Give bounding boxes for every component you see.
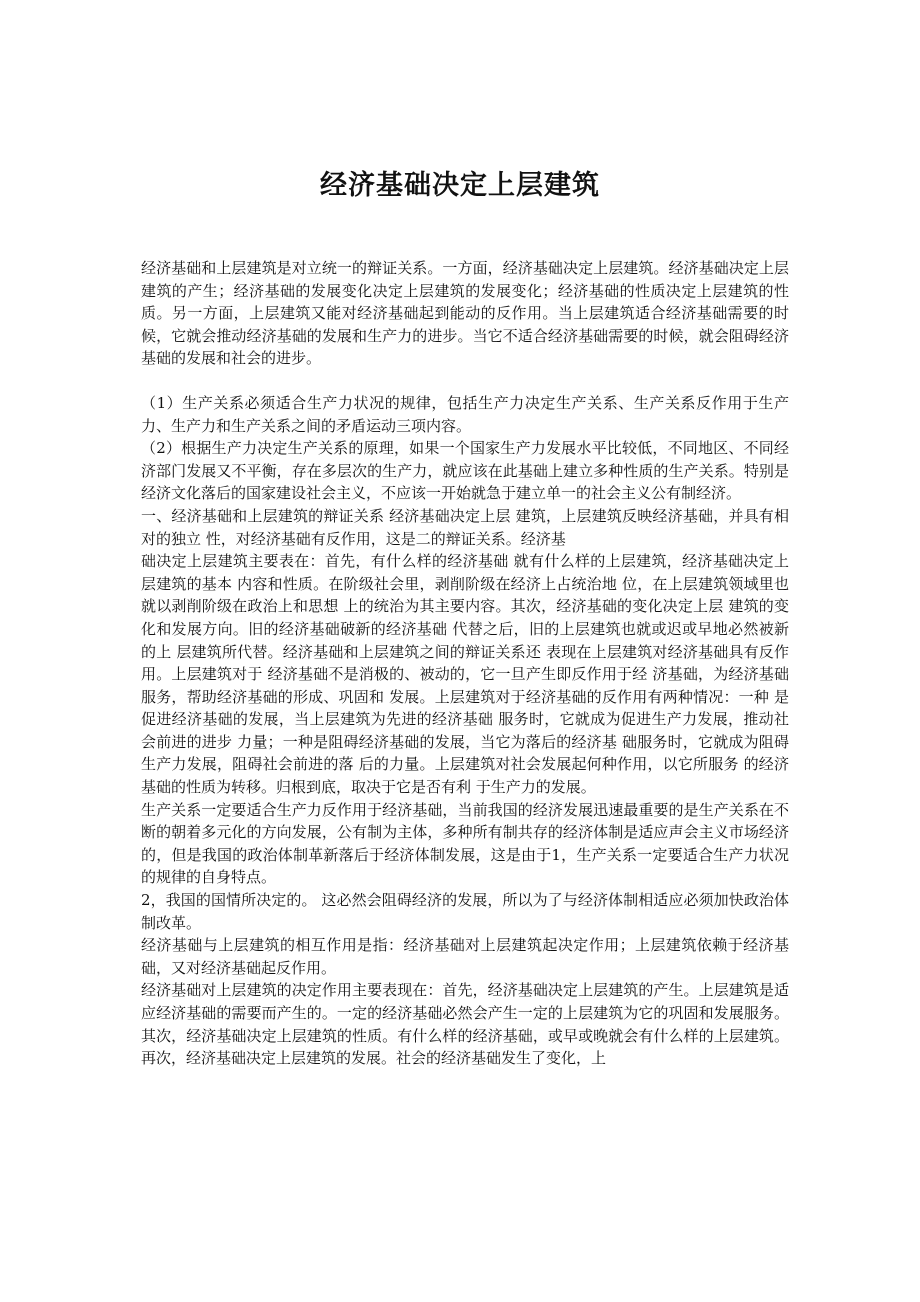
paragraph-spacer xyxy=(141,370,789,392)
paragraph-intro: 经济基础和上层建筑是对立统一的辩证关系。一方面，经济基础决定上层建筑。经济基础决定上层建筑的产生；经济基础的发展变化决定上层建筑的发展变化；经济基础的性质决定上层建筑的性质。另一方面，上层建筑又能对经济基础起到能动的反作用。当上层建筑适合经济基础需要的时候，它就会推动经济基础的发展和生产力的进步。当它不适合经济基础需要的时候，就会阻碍经济基础的发展和社会的进步。 xyxy=(141,259,789,368)
document-body xyxy=(141,257,789,1070)
paragraph-production-relations: 生产关系一定要适合生产力反作用于经济基础，当前我国的经济发展迅速最重要的是生产关系在不断的朝着多元化的方向发展，公有制为主体，多种所有制共存的经济体制是适应声会主义市场经济的，但是我国的政治体制革新落后于经济体制发展，这是由于1，生产关系一定要适合生产力状况的规律的自身特点。 xyxy=(141,800,789,887)
document-title: 经济基础决定上层建筑 xyxy=(320,170,600,201)
paragraph-point-2: （2）根据生产力决定生产关系的原理，如果一个国家生产力发展水平比较低，不同地区、不同经济部门发展又不平衡，存在多层次的生产力，就应该在此基础上建立多种性质的生产关系。特别是经济文化落后的国家建设社会主义，不应该一开始就急于建立单一的社会主义公有制经济。 xyxy=(141,439,789,503)
paragraph-national-conditions: 2，我国的国情所决定的。 这必然会阻碍经济的发展，所以为了与经济体制相适应必须加快政治体制改革。 xyxy=(141,891,789,932)
paragraph-determining-role: 经济基础对上层建筑的决定作用主要表现在：首先，经济基础决定上层建筑的产生。上层建筑是适应经济基础的需要而产生的。一定的经济基础必然会产生一定的上层建筑为它的巩固和发展服务。其次，经济基础决定上层建筑的性质。有什么样的经济基础，或早或晚就会有什么样的上层建筑。再次，经济基础决定上层建筑的发展。社会的经济基础发生了变化，上 xyxy=(141,981,789,1068)
paragraph-section-one-cont: 础决定上层建筑主要表在：首先，有什么样的经济基础 就有什么样的上层建筑，经济基础决定上层建筑的基本 内容和性质。在阶级社会里，剥削阶级在经济上占统治地 位，在上层建筑领域里也就以剥削阶级在政治上和思想 上的统治为其主要内容。其次，经济基础的变化决定上层 建筑的变化和发展方向。旧的经济基础破新的经济基础 代替之后，旧的上层建筑也就或迟或早地必然被新的上 层建筑所代替。经济基础和上层建筑之间的辩证关系还 表现在上层建筑对经济基础具有反作用。上层建筑对于 经济基础不是消极的、被动的，它一旦产生即反作用于经 济基础，为经济基础服务，帮助经济基础的形成、巩固和 发展。上层建筑对于经济基础的反作用有两种情况：一种 是促进经济基础的发展，当上层建筑为先进的经济基础 服务时，它就成为促进生产力发展，推动社会前进的进步 力量；一种是阻碍经济基础的发展，当它为落后的经济基 础服务时，它就成为阻碍生产力发展，阻碍社会前进的落 后的力量。上层建筑对社会发展起何种作用，以它所服务 的经济基础的性质为转移。归根到底，取决于它是否有利 于生产力的发展。 xyxy=(141,552,789,797)
paragraph-interaction: 经济基础与上层建筑的相互作用是指：经济基础对上层建筑起决定作用；上层建筑依赖于经济基础，又对经济基础起反作用。 xyxy=(141,936,789,977)
paragraph-section-one: 一、经济基础和上层建筑的辩证关系 经济基础决定上层 建筑，上层建筑反映经济基础，并具有相对的独立 性，对经济基础有反作用，这是二的辩证关系。经济基 xyxy=(141,506,789,548)
paragraph-point-1: （1）生产关系必须适合生产力状况的规律，包括生产力决定生产关系、生产关系反作用于生产力、生产力和生产关系之间的矛盾运动三项内容。 xyxy=(141,393,789,435)
